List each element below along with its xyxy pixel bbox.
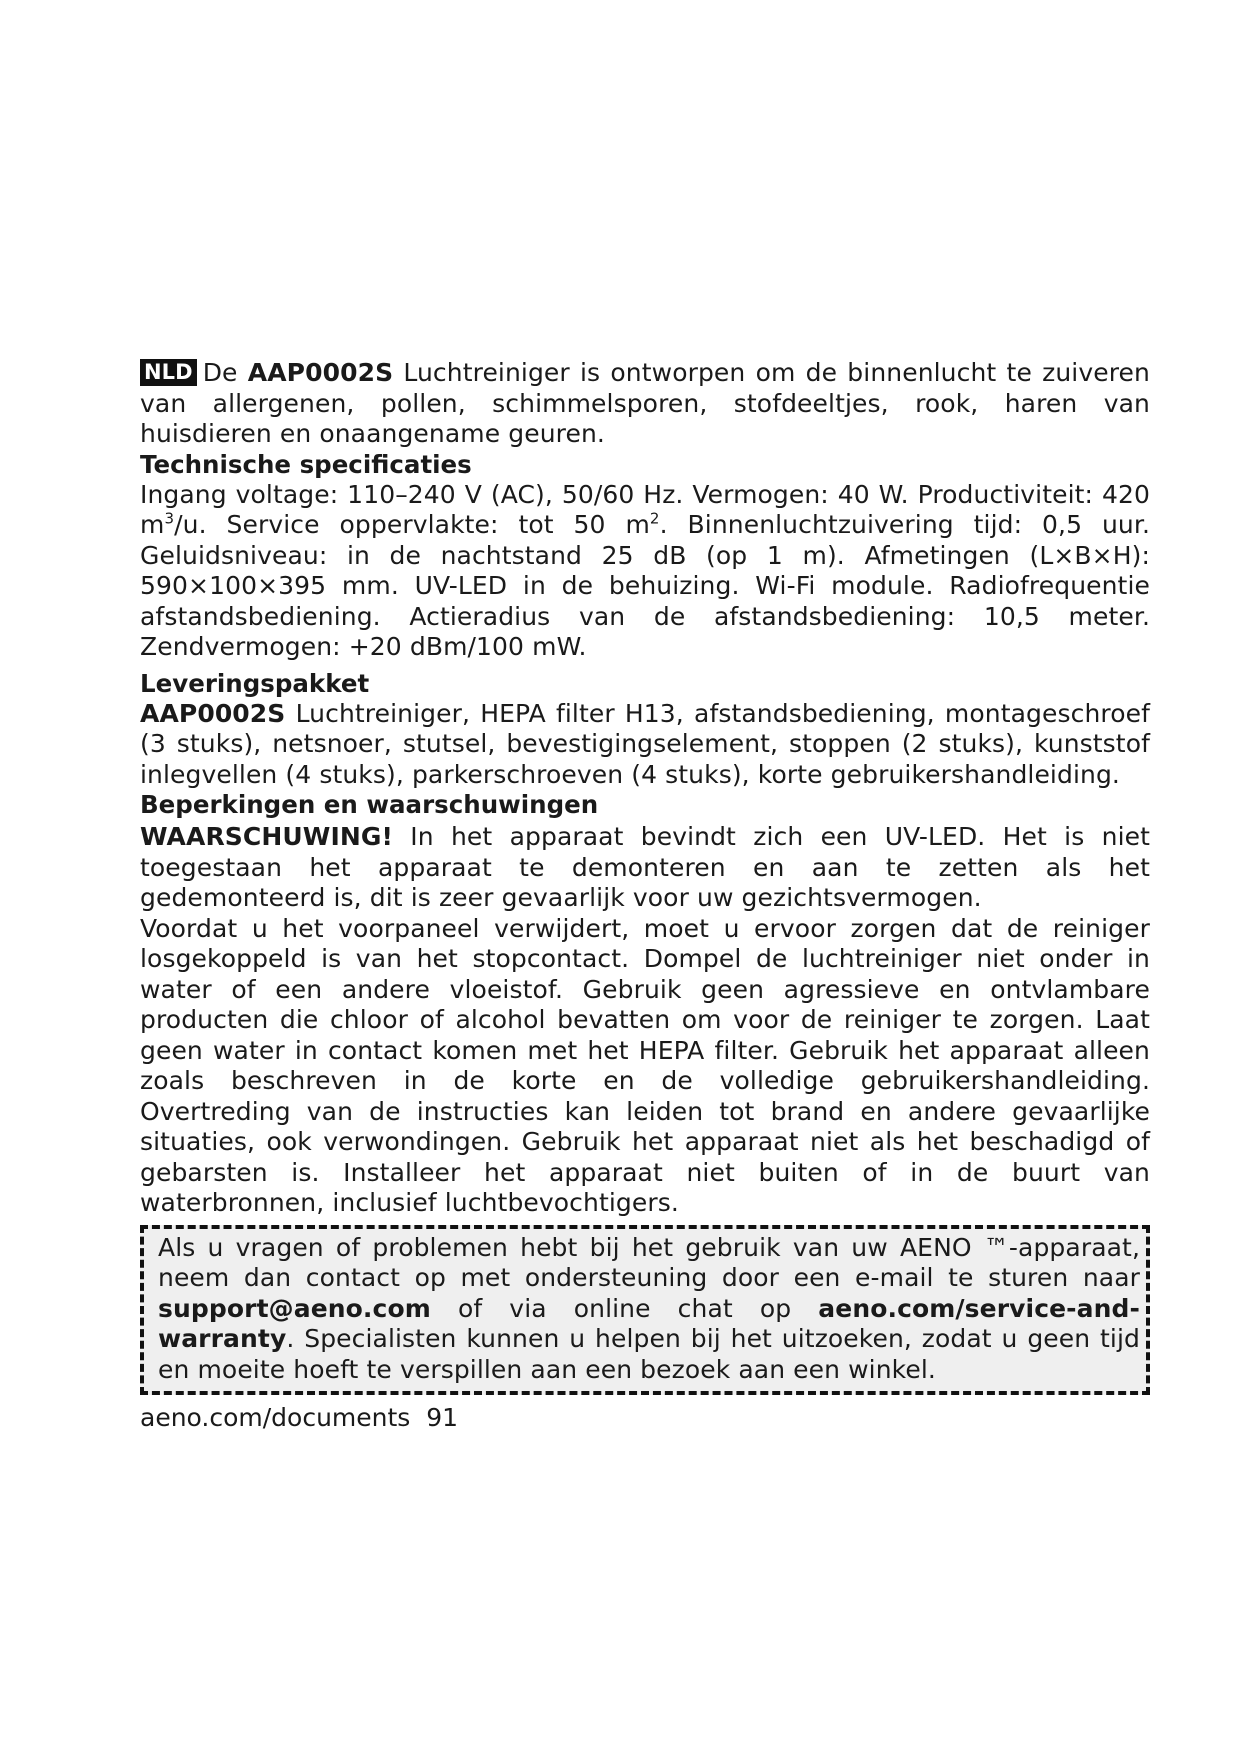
support-url-link[interactable]: aeno.com/service-and-warranty bbox=[158, 1293, 1140, 1353]
specs-part-1: Ingang voltage: 110–240 V (AC), 50/60 Hz. Vermogen: 40 W. Productiviteit: 420 m bbox=[140, 479, 1150, 539]
support-box bbox=[140, 1225, 1150, 1396]
support-paragraph bbox=[158, 1233, 1140, 1386]
support-text-2: of via online chat op bbox=[430, 1293, 819, 1323]
package-model: AAP0002S bbox=[140, 698, 286, 728]
intro-model: AAP0002S bbox=[247, 358, 394, 387]
specs-superscript-1: 3 bbox=[164, 509, 175, 528]
footer-site: aeno.com/documents bbox=[140, 1403, 411, 1432]
intro-lead: De bbox=[202, 358, 248, 387]
language-badge: NLD bbox=[140, 359, 197, 386]
warning-paragraph-1 bbox=[140, 822, 1150, 914]
document-page bbox=[140, 358, 1150, 1433]
warning-text-1: In het apparaat bevindt zich een UV-LED. Het is niet toegestaan het apparaat te demonteren en aan te zetten als het gedemonteerd is, dit is zeer gevaarlijk voor uw gezichtsvermogen. bbox=[140, 822, 1150, 912]
support-text-3: . Specialisten kunnen u helpen bij het uitzoeken, zodat u geen tijd en moeite hoeft te verspillen aan een bezoek aan een winkel. bbox=[158, 1324, 1140, 1384]
package-heading: Leveringspakket bbox=[140, 668, 370, 698]
page-footer bbox=[140, 1403, 1150, 1433]
intro-paragraph bbox=[140, 358, 1150, 450]
package-paragraph bbox=[140, 699, 1150, 791]
specs-part-2: /u. Service oppervlakte: tot 50 m bbox=[174, 510, 650, 539]
package-text: Luchtreiniger, HEPA filter H13, afstandsbediening, montageschroef (3 stuks), netsnoer, stutsel, bevestigingselement, stoppen (2 stuks), kunststof inlegvellen (4 stuks), parkerschroeven (4 stuks), korte gebruikershandleiding. bbox=[140, 698, 1150, 789]
warning-paragraph-2: Voordat u het voorpaneel verwijdert, moet u ervoor zorgen dat de reiniger losgekoppeld is van het stopcontact. Dompel de luchtreiniger niet onder in water of een andere vloeistof. Gebruik geen agressieve en ontvlambare producten die chloor of alcohol bevatten om voor de reiniger te zorgen. Laat geen water in contact komen met het HEPA filter. Gebruik het apparaat alleen zoals beschreven in de korte en de volledige gebruikershandleiding. Overtreding van de instructies kan leiden tot brand en andere gevaarlijke situaties, ook verwondingen. Gebruik het apparaat niet als het beschadigd of gebarsten is. Installeer het apparaat niet buiten of in de buurt van waterbronnen, inclusief luchtbevochtigers. bbox=[140, 913, 1150, 1217]
warnings-heading: Beperkingen en waarschuwingen bbox=[140, 790, 599, 819]
specs-part-3: . Binnenluchtzuivering tijd: 0,5 uur. Geluidsniveau: in de nachtstand 25 dB (op 1 m). Afmetingen (L×B×H): 590×100×395 mm. UV-LED in de behuizing. Wi-Fi module. Radiofrequentie afstandsbediening. Actieradius van de afstandsbediening: 10,5 meter. Zendvermogen: +20 dBm/100 mW. bbox=[140, 510, 1150, 661]
page-number: 91 bbox=[426, 1403, 459, 1432]
specs-heading: Technische specificaties bbox=[140, 449, 472, 479]
intro-text: Luchtreiniger is ontworpen om de binnenlucht te zuiveren van allergenen, pollen, schimmelsporen, stofdeeltjes, rook, haren van huisdieren en onaangename geuren. bbox=[140, 358, 1150, 448]
warning-label: WAARSCHUWING! bbox=[140, 822, 393, 851]
support-email-link[interactable]: support@aeno.com bbox=[158, 1293, 431, 1323]
specs-superscript-2: 2 bbox=[649, 509, 660, 528]
support-text-1: Als u vragen of problemen hebt bij het gebruik van uw AENO ™-apparaat, neem dan contact op met ondersteuning door een e-mail te sturen naar bbox=[158, 1232, 1140, 1292]
specs-paragraph bbox=[140, 480, 1150, 663]
